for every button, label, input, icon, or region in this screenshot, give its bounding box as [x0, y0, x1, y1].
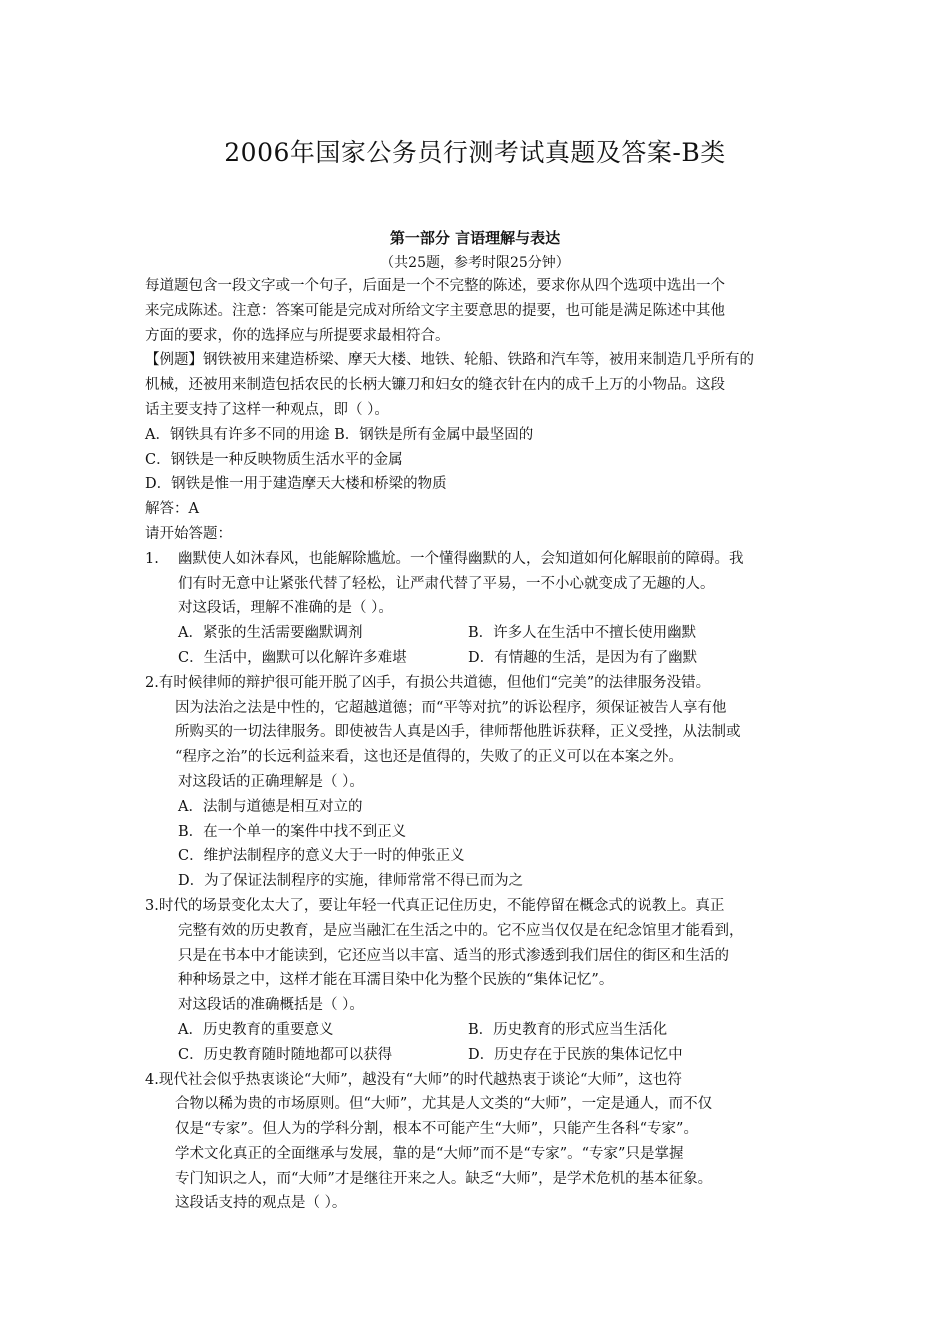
question-3-options-row	[145, 1043, 825, 1068]
question-1-line: 们有时无意中让紧张代替了轻松，让严肃代替了平易，一不小心就变成了无趣的人。	[178, 575, 715, 592]
question-number: 4.	[145, 1071, 159, 1088]
example-line: 机械，还被用来制造包括农民的长柄大镰刀和妇女的缝衣针在内的成千上万的小物品。这段	[145, 377, 725, 394]
question-2-line: “程序之治”的长远利益来看，这也还是值得的，失败了的正义可以在本案之外。	[175, 749, 683, 766]
option-b: B．许多人在生活中不擅长使用幽默	[468, 625, 697, 642]
option-b: B．在一个单一的案件中找不到正义	[178, 823, 407, 840]
intro-line: 来完成陈述。注意：答案可能是完成对所给文字主要意思的提要，也可能是满足陈述中其他	[145, 302, 725, 319]
question-text: 现代社会似乎热衷谈论“大师”，越没有“大师”的时代越热衷于谈论“大师”，这也符	[158, 1071, 682, 1088]
question-number: 2.	[145, 674, 159, 691]
question-2-line: 所购买的一切法律服务。即使被告人真是凶手，律师帮他胜诉获释，正义受挫，从法制或	[175, 724, 741, 741]
question-3-line	[145, 894, 825, 919]
option-c: C．生活中，幽默可以化解许多难堪	[178, 649, 407, 666]
example-line: 话主要支持了这样一种观点，即（ ）。	[145, 401, 389, 418]
question-2-line	[145, 671, 825, 696]
example-option: D．钢铁是惟一用于建造摩天大楼和桥梁的物质	[145, 476, 447, 493]
document-title: 2006年国家公务员行测考试真题及答案-B类	[224, 138, 726, 167]
question-1-options-row	[145, 621, 825, 646]
question-1-options-row	[145, 646, 825, 671]
question-4-line	[145, 1068, 825, 1093]
section-heading: 第一部分 言语理解与表达	[389, 229, 561, 247]
question-3-line: 只是在书本中才能读到，它还应当以丰富、适当的形式渗透到我们居住的街区和生活的	[178, 947, 729, 964]
question-4-line: 仅是“专家”。但人为的学科分割，根本不可能产生“大师”，只能产生各科“专家”。	[175, 1121, 698, 1138]
option-d: D．为了保证法制程序的实施，律师常常不得已而为之	[178, 873, 524, 890]
question-number: 1.	[145, 550, 159, 567]
question-number: 3.	[145, 897, 159, 914]
question-4-line: 专门知识之人，而“大师”才是继往开来之人。缺乏“大师”，是学术危机的基本征象。	[175, 1170, 713, 1187]
question-text: 有时候律师的辩护很可能开脱了凶手，有损公共道德，但他们“完美”的法律服务没错。	[158, 674, 711, 691]
option-c: C．维护法制程序的意义大于一时的伸张正义	[178, 848, 465, 865]
section-note: （共25题，参考时限25分钟）	[380, 255, 570, 271]
option-c: C．历史教育随时随地都可以获得	[178, 1046, 393, 1063]
question-3-line: 对这段话的准确概括是（ ）。	[178, 997, 364, 1014]
option-d: D．有情趣的生活，是因为有了幽默	[468, 649, 698, 666]
example-option: C．钢铁是一种反映物质生活水平的金属	[145, 451, 403, 468]
example-option: A．钢铁具有许多不同的用途 B．钢铁是所有金属中最坚固的	[145, 426, 534, 443]
start-prompt: 请开始答题：	[145, 525, 232, 542]
question-3-line: 完整有效的历史教育，是应当融汇在生活之中的。它不应当仅仅是在纪念馆里才能看到，	[178, 922, 744, 939]
example-answer: 解答：A	[145, 501, 199, 518]
question-3-line: 种种场景之中，这样才能在耳濡目染中化为整个民族的“集体记忆”。	[178, 972, 614, 989]
intro-line: 方面的要求，你的选择应与所提要求最相符合。	[145, 327, 450, 344]
question-4-line: 合物以稀为贵的市场原则。但“大师”，尤其是人文类的“大师”，一定是通人，而不仅	[175, 1096, 713, 1113]
question-text: 时代的场景变化太大了，要让年轻一代真正记住历史，不能停留在概念式的说教上。真正	[158, 897, 725, 914]
question-2-line: 因为法治之法是中性的，它超越道德；而“平等对抗”的诉讼程序，须保证被告人享有他	[175, 699, 727, 716]
option-b: B．历史教育的形式应当生活化	[468, 1021, 668, 1038]
question-3-options-row	[145, 1018, 825, 1043]
question-text: 幽默使人如沐春风，也能解除尴尬。一个懂得幽默的人，会知道如何化解眼前的障碍。我	[178, 550, 744, 567]
question-4-line: 学术文化真正的全面继承与发展，靠的是“大师”而不是“专家”。“专家”只是掌握	[175, 1145, 684, 1162]
question-4-line: 这段话支持的观点是（ ）。	[175, 1195, 347, 1212]
document-body	[145, 274, 825, 1216]
question-1-line	[145, 547, 825, 572]
option-a: A．紧张的生活需要幽默调剂	[178, 625, 363, 642]
option-a: A．法制与道德是相互对立的	[178, 798, 363, 815]
option-a: A．历史教育的重要意义	[178, 1021, 334, 1038]
question-2-line: 对这段话的正确理解是（ ）。	[178, 773, 364, 790]
intro-line: 每道题包含一段文字或一个句子，后面是一个不完整的陈述，要求你从四个选项中选出一个	[145, 278, 725, 294]
question-1-line: 对这段话，理解不准确的是（ ）。	[178, 600, 393, 617]
option-d: D．历史存在于民族的集体记忆中	[468, 1046, 683, 1063]
example-line: 【例题】钢铁被用来建造桥梁、摩天大楼、地铁、轮船、铁路和汽车等，被用来制造几乎所有的	[145, 352, 754, 369]
